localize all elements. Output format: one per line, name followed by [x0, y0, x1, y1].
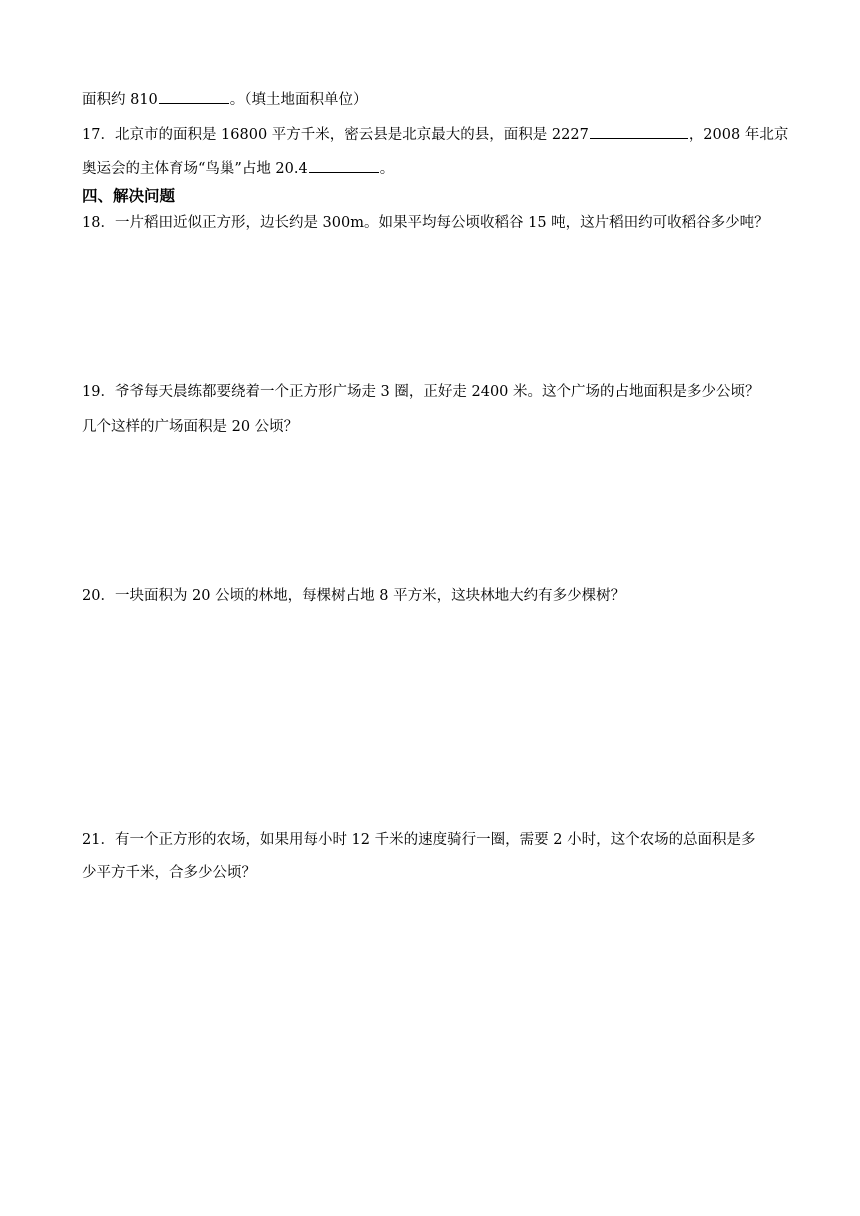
q21-answer-area[interactable] [82, 892, 810, 1172]
q19-text-1: 爷爷每天晨练都要绕着一个正方形广场走 3 圈，正好走 2400 米。这个广场的占地面积是多少公顷？ [114, 384, 760, 400]
q16-suffix: 。（填土地面积单位） [229, 92, 368, 108]
q21-line-1 [82, 830, 810, 850]
q17-part2: ，2008 年北京 [688, 127, 789, 143]
q19-text-2: 几个这样的广场面积是 20 公顷？ [82, 419, 299, 435]
q17-line-2 [82, 158, 810, 179]
q17-part1: 北京市的面积是 16800 平方千米，密云县是北京最大的县，面积是 2227 [114, 127, 589, 143]
q16-answer-blank[interactable] [159, 89, 229, 104]
q16-tail-line [82, 89, 810, 110]
q17-line2-part2: 。 [379, 161, 395, 177]
q21-line-2 [82, 863, 810, 883]
q21-text-1: 有一个正方形的农场，如果用每小时 12 千米的速度骑行一圈，需要 2 小时，这个农场的总面积是多 [114, 832, 756, 848]
q17-line-1 [82, 124, 810, 145]
q20-answer-area[interactable] [82, 614, 810, 824]
q17-answer-blank-2[interactable] [309, 158, 379, 173]
q18-text: 一片稻田近似正方形，边长约是 300m。如果平均每公顷收稻谷 15 吨，这片稻田约可收稻谷多少吨？ [114, 215, 769, 231]
q19-answer-area[interactable] [82, 445, 810, 575]
section-heading: 四、解决问题 [82, 187, 176, 205]
q17-answer-blank-1[interactable] [590, 124, 688, 139]
q20-text: 一块面积为 20 公顷的林地，每棵树占地 8 平方米，这块林地大约有多少棵树？ [114, 588, 626, 604]
q19-line-1 [82, 382, 810, 402]
q17-line2-part1: 奥运会的主体育场“鸟巢”占地 20.4 [82, 161, 308, 177]
q21-number: 21． [82, 832, 115, 848]
q18-answer-area[interactable] [82, 240, 810, 370]
q17-number: 17． [82, 127, 115, 143]
q20-number: 20． [82, 588, 115, 604]
q18-number: 18． [82, 215, 115, 231]
q18-line [82, 213, 810, 233]
q16-prefix: 面积约 810 [82, 92, 158, 108]
q20-line [82, 586, 810, 606]
q19-number: 19． [82, 384, 115, 400]
q21-text-2: 少平方千米，合多少公顷？ [82, 865, 256, 881]
q19-line-2 [82, 417, 810, 437]
